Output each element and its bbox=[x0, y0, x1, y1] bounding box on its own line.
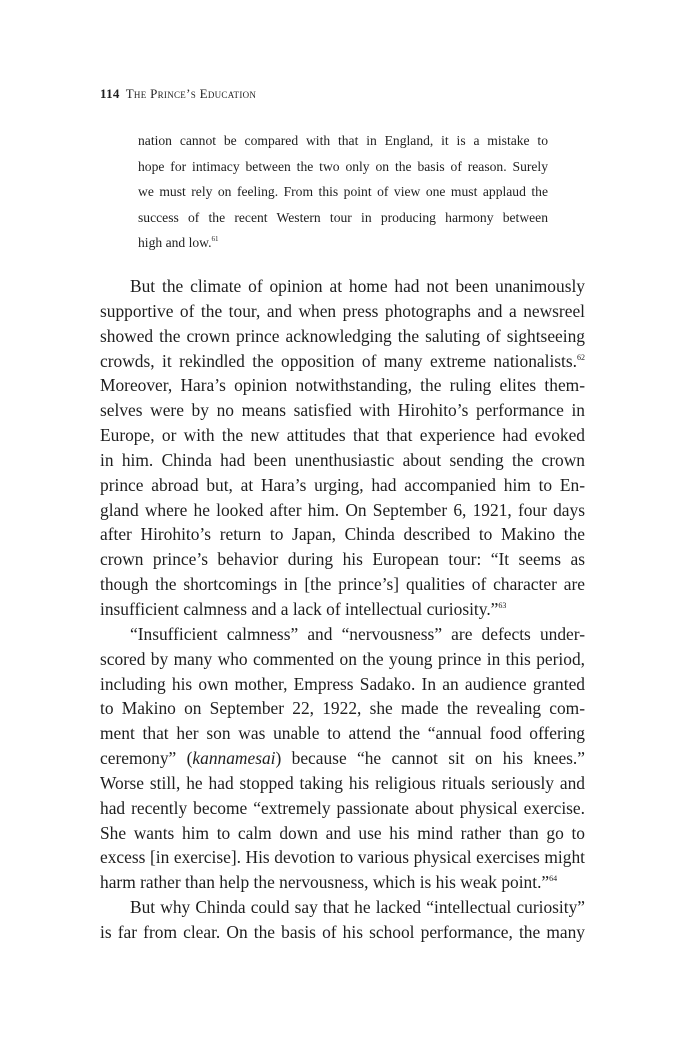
text-segment: harm rather than help the nervousness, which is his weak point.” bbox=[100, 872, 550, 893]
text-line bbox=[100, 746, 585, 771]
text-line: is far from clear. On the basis of his school performance, the many bbox=[100, 921, 585, 942]
quote-line-last bbox=[138, 230, 548, 256]
text-line: prince abroad but, at Hara’s urging, had accompanied him to En- bbox=[100, 474, 585, 495]
text-segment: ) because “he cannot sit on his knees.” bbox=[275, 748, 585, 769]
text-line: had recently become “extremely passionate about physical exercise. bbox=[100, 797, 585, 818]
quote-text: high and low. bbox=[138, 235, 212, 250]
endnote-marker: 61 bbox=[211, 235, 219, 243]
text-line: scored by many who commented on the young prince in this period, bbox=[100, 648, 585, 669]
quote-line: success of the recent Western tour in producing harmony between bbox=[138, 209, 548, 225]
text-line: Moreover, Hara’s opinion notwithstanding, the ruling elites them- bbox=[100, 375, 585, 396]
text-line: But why Chinda could say that he lacked “intellectual curiosity” bbox=[130, 897, 585, 918]
text-line: though the shortcomings in [the prince’s] qualities of character are bbox=[100, 574, 585, 595]
endnote-marker: 62 bbox=[577, 352, 585, 362]
text-segment: ceremony” ( bbox=[100, 748, 193, 769]
paragraph bbox=[100, 622, 585, 895]
text-line: selves were by no means satisfied with Hirohito’s performance in bbox=[100, 400, 585, 421]
text-line: But the climate of opinion at home had not been unanimously bbox=[130, 276, 585, 296]
text-segment: crowds, it rekindled the opposition of many extreme nationalists. bbox=[100, 350, 577, 371]
text-line: ment that her son was unable to attend the “annual food offering bbox=[100, 723, 585, 744]
text-line: after Hirohito’s return to Japan, Chinda described to Makino the bbox=[100, 524, 585, 545]
text-line bbox=[100, 870, 585, 895]
paragraph bbox=[100, 895, 585, 945]
text-line: to Makino on September 22, 1922, she made the revealing com- bbox=[100, 698, 585, 719]
text-line: in him. Chinda had been unenthusiastic about sending the crown bbox=[100, 449, 585, 470]
text-line: including his own mother, Empress Sadako. In an audience granted bbox=[100, 673, 585, 694]
text-line: Europe, or with the new attitudes that that experience had evoked bbox=[100, 425, 585, 446]
body-text bbox=[100, 274, 585, 945]
text-line bbox=[100, 349, 585, 374]
running-title: The Prince’s Education bbox=[125, 86, 257, 101]
endnote-marker: 64 bbox=[549, 874, 558, 884]
text-line: gland where he looked after him. On September 6, 1921, four days bbox=[100, 499, 585, 520]
block-quote bbox=[138, 128, 548, 256]
text-line: Worse still, he had stopped taking his religious rituals seriously and bbox=[100, 772, 585, 793]
page-number: 114 bbox=[100, 86, 120, 101]
text-line: crown prince’s behavior during his European tour: “It seems as bbox=[100, 549, 585, 570]
endnote-marker: 63 bbox=[498, 600, 507, 610]
text-segment: insufficient calmness and a lack of intellectual curiosity.” bbox=[100, 598, 499, 619]
italic-term: kannamesai bbox=[192, 748, 276, 769]
paragraph bbox=[100, 274, 585, 622]
text-line: “Insufficient calmness” and “nervousness” are defects under- bbox=[130, 623, 585, 644]
text-line: excess [in exercise]. His devotion to various physical exercises might bbox=[100, 847, 585, 868]
quote-line: nation cannot be compared with that in England, it is a mistake to bbox=[138, 133, 548, 148]
running-head bbox=[100, 86, 256, 102]
quote-line: we must rely on feeling. From this point of view one must applaud the bbox=[138, 184, 548, 199]
quote-line: hope for intimacy between the two only on the basis of reason. Surely bbox=[138, 158, 548, 174]
text-line: She wants him to calm down and use his mind rather than go to bbox=[100, 822, 585, 843]
text-line: showed the crown prince acknowledging the saluting of sightseeing bbox=[100, 325, 585, 346]
text-line bbox=[100, 597, 585, 622]
text-line: supportive of the tour, and when press photographs and a newsreel bbox=[100, 300, 585, 321]
